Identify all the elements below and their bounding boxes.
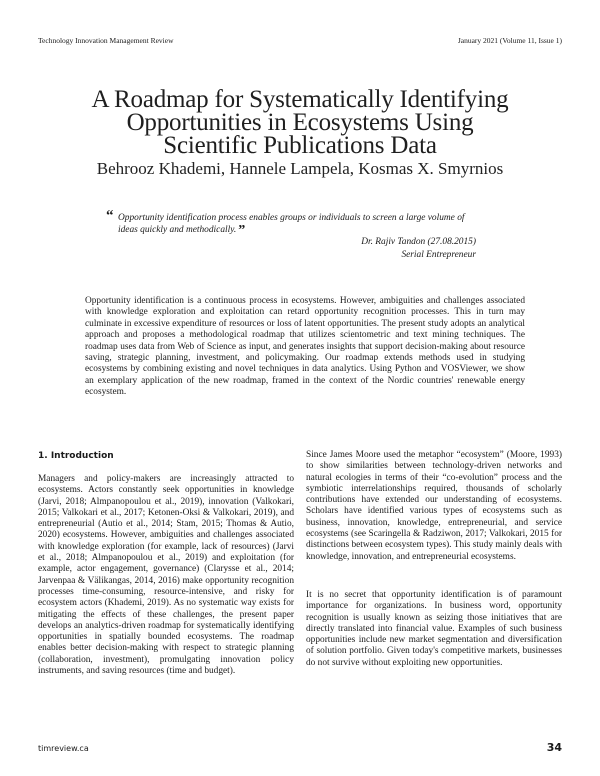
- issue-date: January 2021 (Volume 11, Issue 1): [457, 36, 562, 45]
- introduction-paragraph-1: Managers and policy-makers are increasingly attracted to ecosystems. Actors constantly seek opportunities in knowledge (Jarvi, 2018; Almpanopoulou et al., 2019), innovation (Valkokari, 2015; Valkokari et al., 2017; Ketonen-Oksi & Valkokari, 2019), and entrepreneurial (Autio et al., 2014; Stam, 2015; Thomas & Autio, 2020) ecosystems. However, ambiguities and challenges associated with knowledge exploration (for example, lack of resources) (Jarvi et al., 2018; Almpanopoulou et al., 2019) and exploitation (for example, actor engagement, governance) (Clarysse et al., 2014; Jarvenpaa & Välikangas, 2014, 2016) make opportunity recognition processes time-consuming, resource-intensive, and risky for ecosystem actors (Khademi, 2019). As no systematic way exists for mitigating the effects of these challenges, the present paper develops an analytics-driven roadmap for systematically identifying opportunities in spatially bounded ecosystems. The roadmap enables better decision-making with respect to strategic planning (collaboration, investment), promulgating innovation policy instruments, and saving resources (time and budget).: [38, 474, 294, 677]
- title-line-2: Opportunities in Ecosystems Using: [126, 109, 474, 136]
- title-line-3: Scientific Publications Data: [163, 132, 437, 159]
- close-quote-icon: ”: [238, 222, 246, 238]
- page-footer: [38, 741, 562, 757]
- author-list: Behrooz Khademi, Hannele Lampela, Kosmas X. Smyrnios: [96, 159, 504, 178]
- introduction-paragraph-3: It is no secret that opportunity identification is of paramount importance for organizations. In business word, opportunity recognition is usually known as seizing those initiatives that are directly translated into financial value. Examples of such business opportunities include new market segmentation and diversification of solution portfolio. Given today's competitive markets, businesses do not survive without exploiting new opportunities.: [306, 590, 562, 668]
- website-link[interactable]: timreview.ca: [38, 744, 89, 753]
- open-quote-icon: “: [106, 208, 114, 224]
- paper-title: [40, 88, 560, 157]
- epigraph-quote: Opportunity identification process enables groups or individuals to screen a large volume of ideas quickly and methodically.: [118, 213, 465, 235]
- section-heading: 1. Introduction: [38, 451, 114, 461]
- introduction-paragraph-2: Since James Moore used the metaphor “ecosystem” (Moore, 1993) to show similarities between technology-driven networks and natural ecologies in terms of their “co-evolution” process and the symbiotic interrelationships required, thousands of scholarly contributions have extended our understanding of ecosystems. Scholars have identified various types of ecosystems such as business, innovation, knowledge, entrepreneurial, and service ecosystems (see Scaringella & Radziwon, 2017; Valkokari, 2015 for distinctions between ecosystem types). This study mainly deals with knowledge, innovation, and entrepreneurial ecosystems.: [306, 450, 562, 562]
- epigraph-text: [118, 213, 468, 236]
- title-line-1: A Roadmap for Systematically Identifying: [91, 86, 509, 113]
- epigraph-role: Serial Entrepreneur: [401, 249, 476, 260]
- epigraph: [106, 208, 476, 261]
- running-header: [38, 36, 562, 48]
- abstract: Opportunity identification is a continuous process in ecosystems. However, ambiguities and challenges associated with knowledge exploration and exploitation can retard opportunity recognition processes. This in turn may culminate in excessive expenditure of resources or loss of latent opportunities. The present study adopts an analytical approach and proposes a methodological roadmap that utilizes scientometric and text mining techniques. The roadmap uses data from Web of Science as input, and generates insights that support decision-making about resource saving, strategic planning, investment, and policymaking. Our roadmap extends methods used in studying ecosystems by combining existing and novel techniques in data analytics. Using Python and VOSViewer, we show an exemplary application of the new roadmap, framed in the context of the Nordic countries' renewable energy ecosystem.: [85, 296, 525, 398]
- journal-name: Technology Innovation Management Review: [38, 36, 174, 45]
- page-number: 34: [546, 741, 562, 754]
- epigraph-attribution: Dr. Rajiv Tandon (27.08.2015): [361, 237, 476, 248]
